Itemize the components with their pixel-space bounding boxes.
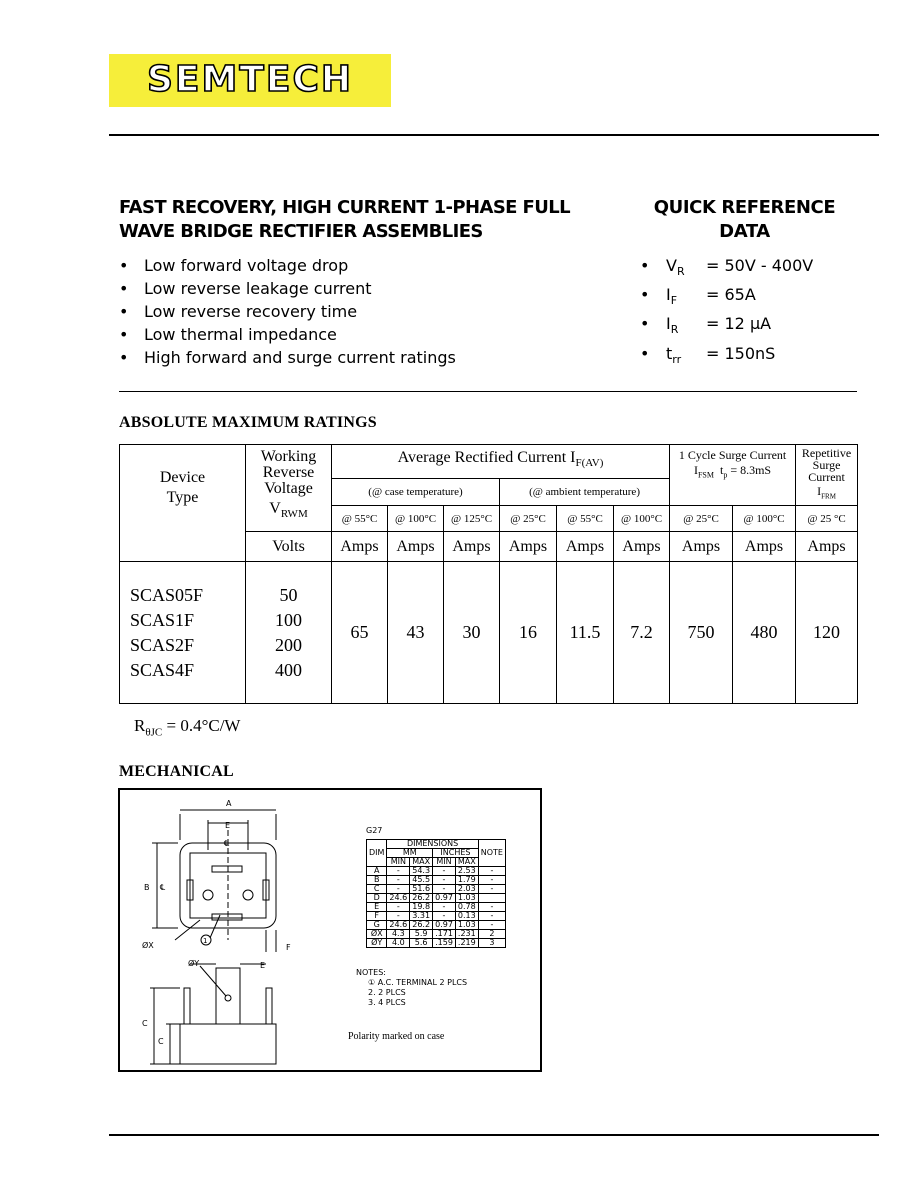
mm-header: MM — [387, 849, 433, 858]
feature-item: • High forward and surge current ratings — [119, 346, 456, 369]
dimension-cell: 19.8 — [410, 903, 433, 912]
repetitive-surge-header: Repetitive Surge Current $I_{FRM}$ — [796, 445, 858, 506]
unit-amps: Amps — [670, 532, 733, 562]
dim-label-c-inner: C — [158, 1037, 164, 1046]
col-min: MIN — [433, 858, 456, 867]
inches-header: INCHES — [433, 849, 479, 858]
unit-amps: Amps — [733, 532, 796, 562]
ambient-temp-header: (@ ambient temperature) — [500, 479, 670, 506]
dimension-cell: 3 — [478, 939, 505, 948]
dimension-row — [367, 876, 506, 885]
dimension-cell: F — [367, 912, 387, 921]
notes-title: NOTES: — [356, 968, 386, 977]
unit-amps: Amps — [388, 532, 444, 562]
temp-cell: @ 100°C — [733, 506, 796, 532]
dimension-cell: .231 — [455, 930, 478, 939]
dimension-cell: - — [478, 867, 505, 876]
dimension-cell: ØY — [367, 939, 387, 948]
dimension-cell: 1.79 — [455, 876, 478, 885]
dimension-cell: - — [433, 885, 456, 894]
temp-cell: @ 100°C — [388, 506, 444, 532]
qr-item: • $V_R = 50V - 400V$ — [640, 254, 813, 283]
unit-amps: Amps — [500, 532, 557, 562]
dimension-cell: 0.78 — [455, 903, 478, 912]
dimension-cell: 24.6 — [387, 894, 410, 903]
semtech-logo — [109, 54, 391, 107]
unit-amps: Amps — [614, 532, 670, 562]
value-cell: 11.5 — [557, 562, 614, 704]
polarity-note: Polarity marked on case — [348, 1031, 445, 1042]
value-cell: 43 — [388, 562, 444, 704]
dimension-cell: - — [387, 903, 410, 912]
unit-amps: Amps — [444, 532, 500, 562]
note-item: 3. 4 PLCS — [368, 998, 406, 1007]
temp-cell: @ 25 °C — [796, 506, 858, 532]
dimension-cell: 26.2 — [410, 894, 433, 903]
dimension-cell: - — [433, 867, 456, 876]
qr-item: • $I_R = 12$ µA — [640, 312, 813, 341]
dimension-cell: G — [367, 921, 387, 930]
dimension-cell: 4.0 — [387, 939, 410, 948]
dimension-row — [367, 894, 506, 903]
temp-cell: @ 25°C — [670, 506, 733, 532]
dimension-cell: - — [478, 921, 505, 930]
dimension-row — [367, 939, 506, 948]
header-rule — [109, 134, 879, 136]
dimension-cell: - — [387, 912, 410, 921]
avg-current-header: Average Rectified Current $I_{F(AV)}$ — [332, 445, 670, 479]
dim-label-b: B — [144, 883, 150, 892]
device-list: SCAS05F SCAS1F SCAS2F SCAS4F — [120, 562, 246, 704]
thermal-resistance: $R_{\theta JC} = 0.4^\circ C/W$ — [134, 716, 241, 739]
temp-cell: @ 25°C — [500, 506, 557, 532]
dimension-cell: - — [478, 885, 505, 894]
dimension-cell: 51.6 — [410, 885, 433, 894]
feature-item: • Low reverse leakage current — [119, 277, 456, 300]
qr-item: • $I_F = 65A$ — [640, 283, 813, 312]
dimension-cell: 2 — [478, 930, 505, 939]
dimension-cell: - — [387, 885, 410, 894]
mechanical-heading: MECHANICAL — [119, 763, 234, 780]
title-line-1: FAST RECOVERY, HIGH CURRENT 1-PHASE FULL — [119, 197, 570, 218]
col-min: MIN — [387, 858, 410, 867]
value-cell: 120 — [796, 562, 858, 704]
dimension-cell: - — [387, 867, 410, 876]
dimension-cell: A — [367, 867, 387, 876]
dim-label-e: E — [225, 821, 231, 830]
dimension-cell: 1.03 — [455, 894, 478, 903]
value-cell: 750 — [670, 562, 733, 704]
dimension-rows — [367, 867, 506, 948]
dim-label-c: C — [142, 1019, 148, 1028]
temp-cell: @ 55°C — [557, 506, 614, 532]
units-blank — [120, 532, 246, 562]
note-one-label: 1 — [203, 937, 208, 945]
ratings-table — [119, 444, 858, 704]
dimension-cell: 5.9 — [410, 930, 433, 939]
dimensions-table — [366, 839, 506, 948]
dim-label-y: ØY — [188, 959, 200, 968]
device-type-header: Device Type — [120, 445, 246, 532]
qr-title-line-1: QUICK REFERENCE — [653, 197, 836, 218]
ratings-heading: ABSOLUTE MAXIMUM RATINGS — [119, 414, 377, 431]
dimension-cell: 45.5 — [410, 876, 433, 885]
dimension-cell: - — [433, 876, 456, 885]
dimension-cell: 0.13 — [455, 912, 478, 921]
dimension-cell: 5.6 — [410, 939, 433, 948]
col-max: MAX — [455, 858, 478, 867]
dimension-cell: - — [433, 912, 456, 921]
dim-label-f: F — [286, 943, 291, 952]
dimension-cell: D — [367, 894, 387, 903]
dim-label-a: A — [226, 799, 232, 808]
section-divider — [119, 391, 857, 392]
dimension-row — [367, 867, 506, 876]
feature-item: • Low forward voltage drop — [119, 254, 456, 277]
dimension-cell: C — [367, 885, 387, 894]
temp-cell: @ 100°C — [614, 506, 670, 532]
dim-label-e-side: E — [260, 961, 266, 970]
value-cell: 7.2 — [614, 562, 670, 704]
dimension-cell: 4.3 — [387, 930, 410, 939]
dimension-cell: .159 — [433, 939, 456, 948]
footer-rule — [109, 1134, 879, 1136]
dim-label-x: ØX — [142, 941, 154, 950]
dimension-cell: - — [478, 903, 505, 912]
value-cell: 16 — [500, 562, 557, 704]
centerline-label: ℄ — [224, 839, 230, 848]
note-item: ① A.C. TERMINAL 2 PLCS — [368, 978, 468, 987]
dimension-cell: 0.97 — [433, 894, 456, 903]
dimension-cell: 0.97 — [433, 921, 456, 930]
product-title — [119, 196, 599, 244]
dimension-cell: - — [478, 876, 505, 885]
centerline-label-b: ℄ — [160, 883, 166, 892]
dimension-cell: - — [433, 903, 456, 912]
feature-item: • Low reverse recovery time — [119, 300, 456, 323]
surge-header: 1 Cycle Surge Current $I_{FSM}$ $t_p = 8.3mS$ — [670, 445, 796, 506]
value-cell: 30 — [444, 562, 500, 704]
note-col-header: NOTE — [478, 840, 505, 867]
voltage-list: 50 100 200 400 — [246, 562, 332, 704]
feature-list — [119, 254, 456, 369]
logo-text: SEMTECH — [146, 59, 354, 100]
temp-cell: @ 125°C — [444, 506, 500, 532]
dimension-cell: ØX — [367, 930, 387, 939]
feature-item: • Low thermal impedance — [119, 323, 456, 346]
unit-amps: Amps — [796, 532, 858, 562]
col-max: MAX — [410, 858, 433, 867]
dimension-cell: - — [387, 876, 410, 885]
dimension-row — [367, 903, 506, 912]
temp-cell: @ 55°C — [332, 506, 388, 532]
package-code: G27 — [366, 826, 383, 835]
unit-volts: Volts — [246, 532, 332, 562]
dimension-cell: 2.03 — [455, 885, 478, 894]
case-temp-header: (@ case temperature) — [332, 479, 500, 506]
dimension-cell: 24.6 — [387, 921, 410, 930]
dimension-cell: .219 — [455, 939, 478, 948]
dimension-cell: 2.53 — [455, 867, 478, 876]
qr-title-line-2: DATA — [719, 221, 770, 242]
dim-col-header: DIM — [367, 840, 387, 867]
note-item: 2. 2 PLCS — [368, 988, 406, 997]
mechanical-drawing-box — [118, 788, 542, 1072]
dimensions-title: DIMENSIONS — [387, 840, 478, 849]
value-cell: 65 — [332, 562, 388, 704]
qr-item: • $t_{rr} = 150nS$ — [640, 342, 813, 371]
quick-reference-list — [640, 254, 813, 371]
unit-amps: Amps — [557, 532, 614, 562]
title-line-2: WAVE BRIDGE RECTIFIER ASSEMBLIES — [119, 221, 483, 242]
quick-reference-title — [632, 196, 857, 244]
voltage-header: Working Reverse Voltage $V_{RWM}$ — [246, 445, 332, 532]
dimension-cell: B — [367, 876, 387, 885]
dimension-cell: 54.3 — [410, 867, 433, 876]
dimension-cell: 1.03 — [455, 921, 478, 930]
dimension-cell: 26.2 — [410, 921, 433, 930]
dimension-cell: 3.31 — [410, 912, 433, 921]
unit-amps: Amps — [332, 532, 388, 562]
dimension-cell: - — [478, 912, 505, 921]
dimension-cell: E — [367, 903, 387, 912]
dimension-cell: .171 — [433, 930, 456, 939]
value-cell: 480 — [733, 562, 796, 704]
notes-block — [356, 968, 467, 1008]
